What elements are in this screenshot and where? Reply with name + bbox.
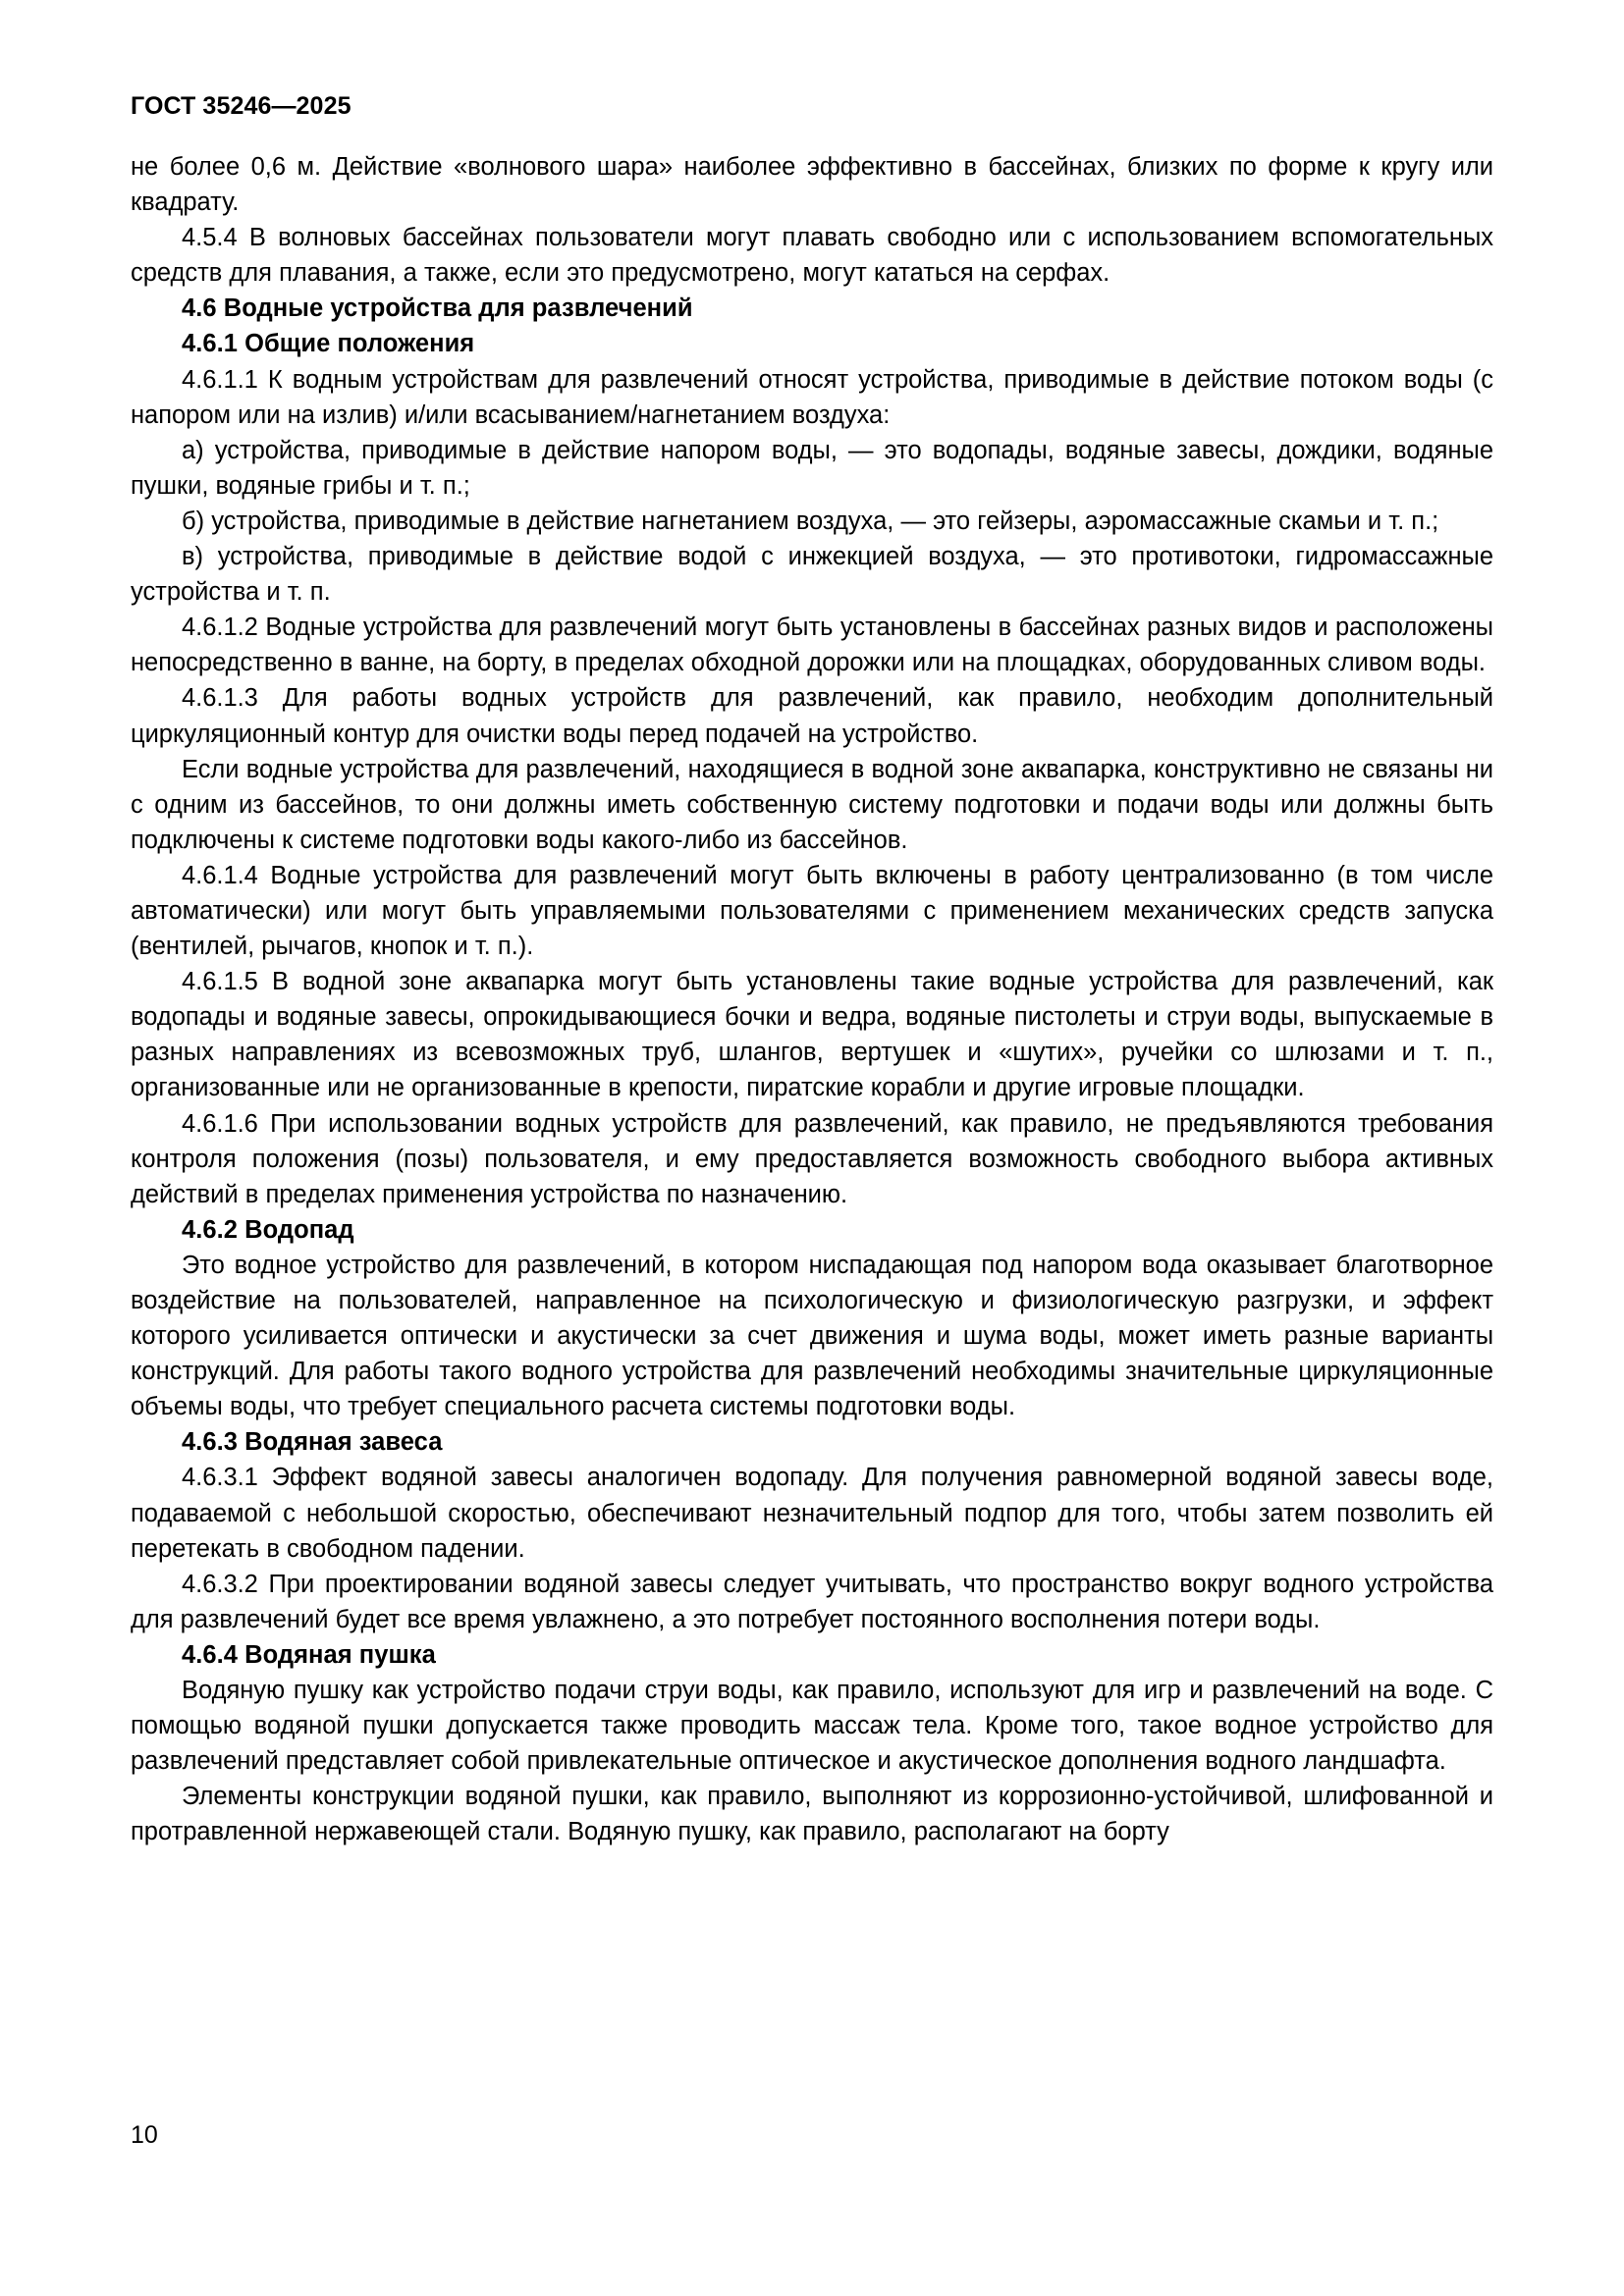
body-paragraph: не более 0,6 м. Действие «волнового шара» наиболее эффективно в бассейнах, близких по форме к кругу или квадрату. <box>131 153 1493 217</box>
body-paragraph: а) устройства, приводимые в действие напором воды, — это водопады, водяные завесы, дождики, водяные пушки, водяные грибы и т. п.; <box>131 436 1493 500</box>
body-paragraph: 4.6.1.1 К водным устройствам для развлечений относят устройства, приводимые в действие потоком воды (с напором или на излив) и/или всасыванием/нагнетанием воздуха: <box>131 365 1493 429</box>
body-paragraph: Элементы конструкции водяной пушки, как правило, выполняют из коррозионно-устойчивой, шлифованной и протравленной нержавеющей стали. Водяную пушку, как правило, располагают на борту <box>131 1783 1493 1846</box>
section-heading: 4.6 Водные устройства для развлечений <box>182 294 693 323</box>
section-heading: 4.6.1 Общие положения <box>182 330 475 358</box>
body-paragraph: 4.6.1.2 Водные устройства для развлечений могут быть установлены в бассейнах разных видов и расположены непосредственно в ванне, на борту, в пределах обходной дорожки или на площадках, оборудованных сливом воды. <box>131 614 1493 677</box>
section-heading: 4.6.3 Водяная завеса <box>182 1428 443 1457</box>
page-body-text <box>131 149 1493 1850</box>
section-heading: 4.6.2 Водопад <box>182 1215 354 1244</box>
body-paragraph: Если водные устройства для развлечений, находящиеся в водной зоне аквапарка, конструктивно не связаны ни с одним из бассейнов, то они должны иметь собственную систему подготовки и подачи воды или должны быть подключены к системе подготовки воды какого-либо из бассейнов. <box>131 755 1493 854</box>
body-paragraph: 4.5.4 В волновых бассейнах пользователи могут плавать свободно или с использованием вспомогательных средств для плавания, а также, если это предусмотрено, могут кататься на серфах. <box>131 224 1493 288</box>
body-paragraph: 4.6.1.4 Водные устройства для развлечений могут быть включены в работу централизованно (в том числе автоматически) или могут быть управляемыми пользователями с применением механических средств запуска (вентилей, рычагов, кнопок и т. п.). <box>131 861 1493 961</box>
body-paragraph: 4.6.1.5 В водной зоне аквапарка могут быть установлены такие водные устройства для развлечений, как водопады и водяные завесы, опрокидывающиеся бочки и ведра, водяные пистолеты и струи воды, выпускаемые в разных направлениях из всевозможных труб, шлангов, вертушек и «шутих», ручейки со шлюзами и т. п., организованные или не организованные в крепости, пиратские корабли и другие игровые площадки. <box>131 968 1493 1102</box>
body-paragraph: 4.6.3.2 При проектировании водяной завесы следует учитывать, что пространство вокруг водного устройства для развлечений будет все время увлажнено, а это потребует постоянного восполнения потери воды. <box>131 1570 1493 1633</box>
body-paragraph: 4.6.3.1 Эффект водяной завесы аналогичен водопаду. Для получения равномерной водяной завесы воде, подаваемой с небольшой скоростью, обеспечивают незначительный подпор для того, чтобы затем позволить ей перетекать в свободном падении. <box>131 1464 1493 1563</box>
page-number: 10 <box>131 2121 158 2149</box>
body-paragraph: 4.6.1.6 При использовании водных устройств для развлечений, как правило, не предъявляются требования контроля положения (позы) пользователя, и ему предоставляется возможность свободного выбора активных действий в пределах применения устройства по назначению. <box>131 1109 1493 1208</box>
body-paragraph: Водяную пушку как устройство подачи струи воды, как правило, используют для игр и развлечений на воде. С помощью водяной пушки допускается также проводить массаж тела. Кроме того, такое водное устройство для развлечений представляет собой привлекательные оптическое и акустическое дополнения водного ландшафта. <box>131 1677 1493 1776</box>
body-paragraph: в) устройства, приводимые в действие водой с инжекцией воздуха, — это противотоки, гидромассажные устройства и т. п. <box>131 543 1493 607</box>
body-paragraph: Это водное устройство для развлечений, в котором ниспадающая под напором вода оказывает благотворное воздействие на пользователей, направленное на психологическую и физиологическую разгрузки, и эффект которого усиливается оптически и акустически за счет движения и шума воды, может иметь разные варианты конструкций. Для работы такого водного устройства для развлечений необходимы значительные циркуляционные объемы воды, что требует специального расчета системы подготовки воды. <box>131 1251 1493 1421</box>
body-paragraph: б) устройства, приводимые в действие нагнетанием воздуха, — это гейзеры, аэромассажные скамьи и т. п.; <box>182 507 1439 535</box>
body-paragraph: 4.6.1.3 Для работы водных устройств для развлечений, как правило, необходим дополнительный циркуляционный контур для очистки воды перед подачей на устройство. <box>131 684 1493 748</box>
running-header-standard-number: ГОСТ 35246—2025 <box>131 92 352 120</box>
section-heading: 4.6.4 Водяная пушка <box>182 1640 436 1669</box>
